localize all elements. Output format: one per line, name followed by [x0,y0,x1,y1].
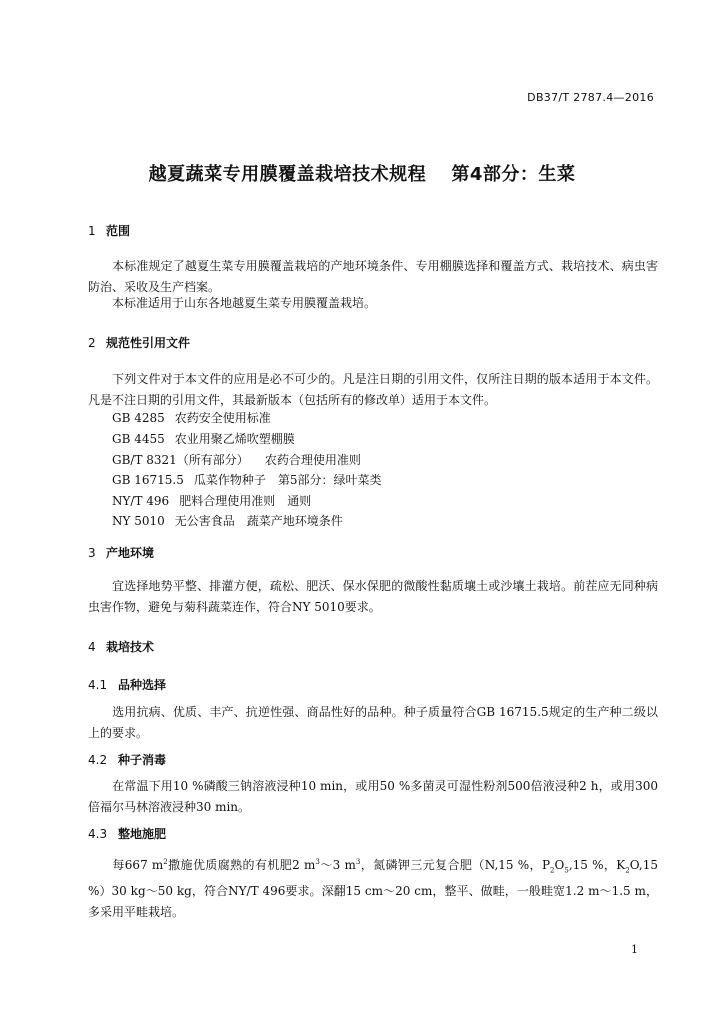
paragraph-text-part: O,15 %）30 kg～50 kg，符合NY/T 496要求。深翻15 cm～20 cm，整平、做畦，一般畦宽1.2 m～1.5 m，多采用平畦栽培。 [88,858,658,920]
section-number: 4 [88,640,96,654]
reference-title: 农业用聚乙烯吹塑棚膜 [174,432,295,446]
document-title: 越夏蔬菜专用膜覆盖栽培技术规程 第4部分：生菜 [148,164,576,185]
superscript: 3 [315,858,320,866]
section-1-paragraph-2 [88,293,658,314]
paragraph-text: 选用抗病、优质、丰产、抗逆性强、商品性好的品种。种子质量符合GB 16715.5规定的生产种二级以上的要求。 [88,705,658,740]
reference-code: NY 5010 [112,514,165,528]
section-title: 品种选择 [118,678,167,692]
section-title: 整地施肥 [118,827,167,841]
reference-title: 肥料合理使用准则 通则 [179,494,312,508]
section-number: 4.2 [88,753,108,767]
reference-code: GB 16715.5 [112,473,184,487]
section-2-heading [88,334,190,351]
section-number: 1 [88,224,96,238]
section-4-1-paragraph [88,702,658,744]
reference-title: 无公害食品 蔬菜产地环境条件 [174,514,343,528]
paragraph-text: 在常温下用10 %磷酸三钠溶液浸种10 min，或用50 %多菌灵可湿性粉剂500倍液浸种2 h，或用300倍福尔马林溶液浸种30 min。 [88,779,658,814]
section-title: 范围 [106,224,131,238]
section-number: 4.1 [88,678,108,692]
paragraph-text-part: O [554,858,565,872]
section-4-3-paragraph [88,852,658,923]
reference-title: 农药安全使用标准 [174,411,271,425]
section-4-2-heading [88,751,166,768]
section-number: 3 [88,546,96,560]
document-code: DB37/T 2787.4—2016 [527,91,654,104]
section-4-1-heading [88,676,166,693]
paragraph-text-part: ～3 m [319,858,356,872]
subscript: 5 [564,866,569,875]
reference-title: 瓜菜作物种子 第5部分：绿叶菜类 [193,473,382,487]
section-1-paragraph-1 [88,256,658,298]
paragraph-text: 本标准适用于山东各地越夏生菜专用膜覆盖栽培。 [112,296,377,310]
reference-title: 农药合理使用准则 [264,453,361,467]
section-4-3-heading [88,825,166,842]
reference-code: GB 4285 [112,411,165,425]
page-number: 1 [631,943,638,956]
section-3-heading [88,544,154,561]
section-title: 栽培技术 [106,640,155,654]
superscript: 2 [163,858,168,866]
reference-code: GB/T 8321（所有部分） [112,453,249,467]
paragraph-text: 宜选择地势平整、排灌方便，疏松、肥沃、保水保肥的微酸性黏质壤土或沙壤土栽培。前茬应无同种病虫害作物，避免与菊科蔬菜连作，符合NY 5010要求。 [88,579,658,614]
reference-item [112,451,361,468]
section-4-2-paragraph [88,776,658,818]
reference-item [112,430,295,447]
reference-item [112,471,381,488]
subscript: 2 [550,866,555,875]
paragraph-text: 下列文件对于本文件的应用是必不可少的。凡是注日期的引用文件，仅所注日期的版本适用于本文件。凡是不注日期的引用文件，其最新版本（包括所有的修改单）适用于本文件。 [88,372,658,407]
paragraph-text: 本标准规定了越夏生菜专用膜覆盖栽培的产地环境条件、专用棚膜选择和覆盖方式、栽培技术、病虫害防治、采收及生产档案。 [88,259,658,294]
paragraph-text-part: ,15 %，K [568,858,626,872]
section-3-paragraph-1 [88,576,658,618]
reference-code: NY/T 496 [112,494,170,508]
section-title: 规范性引用文件 [106,336,191,350]
reference-item [112,492,311,509]
section-2-paragraph-1 [88,369,658,411]
paragraph-text-part: 撒施优质腐熟的有机肥2 m [167,858,316,872]
reference-item [112,409,271,426]
paragraph-text-part: 每667 m [112,858,164,872]
reference-item [112,512,343,529]
section-number: 2 [88,336,96,350]
section-1-heading [88,222,130,239]
section-number: 4.3 [88,827,108,841]
reference-code: GB 4455 [112,432,165,446]
superscript: 3 [355,858,361,866]
section-title: 种子消毒 [118,753,167,767]
subscript: 2 [625,866,630,875]
section-4-heading [88,638,154,655]
paragraph-text-part: ，氮磷钾三元复合肥（N,15 %，P [360,858,551,872]
section-title: 产地环境 [106,546,155,560]
